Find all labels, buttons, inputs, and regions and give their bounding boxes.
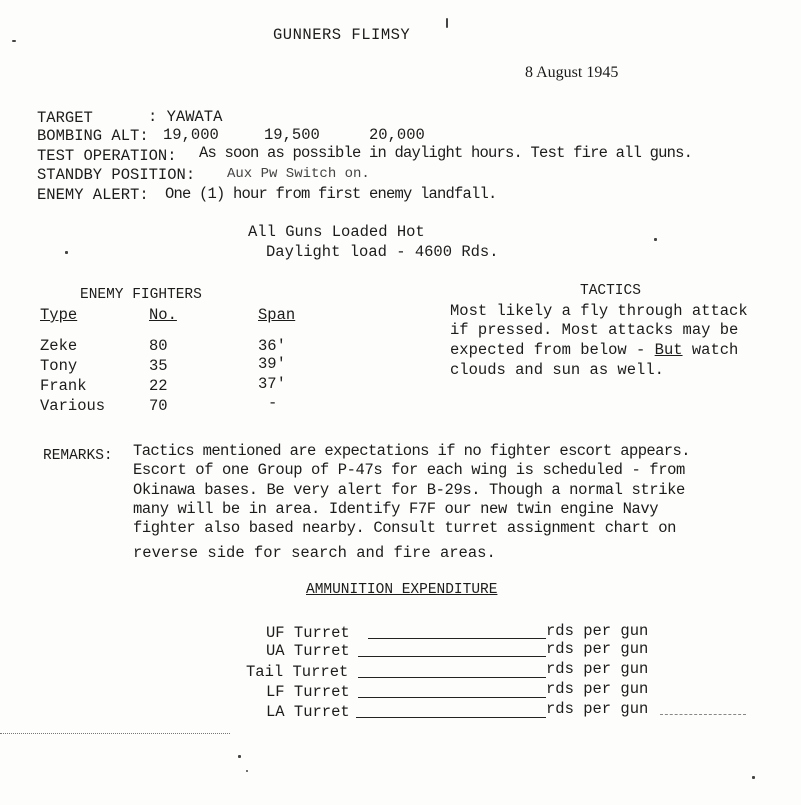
target-value: : YAWATA (148, 108, 223, 126)
tactics-line-1: Most likely a fly through attack (450, 302, 748, 320)
fighter-no-tony: 35 (149, 357, 168, 375)
ammunition-heading: AMMUNITION EXPENDITURE (306, 582, 498, 598)
guns-loaded-line: All Guns Loaded Hot (248, 223, 425, 241)
scan-streak (0, 733, 230, 734)
tactics-line-2: if pressed. Most attacks may be (450, 321, 739, 339)
remarks-line-4: many will be in area. Identify F7F our new twin engine Navy (133, 500, 659, 518)
turret-blank-uf[interactable] (368, 638, 546, 639)
tactics-but-underlined: But (654, 341, 683, 359)
document-date: 8 August 1945 (525, 64, 619, 81)
fighters-col-type: Type (40, 306, 78, 324)
fighter-no-various: 70 (149, 397, 168, 415)
tactics-heading: TACTICS (580, 283, 641, 299)
enemy-alert-label: ENEMY ALERT: (37, 186, 149, 204)
remarks-line-5: fighter also based nearby. Consult turret assignment chart on (133, 519, 676, 537)
remarks-line-1: Tactics mentioned are expectations if no fighter escort appears. (133, 442, 690, 460)
fighter-type-various: Various (40, 397, 106, 415)
scan-speck (752, 776, 755, 779)
turret-label-la: LA Turret (266, 703, 350, 721)
scan-speck (246, 770, 248, 772)
scan-streak (660, 714, 746, 715)
turret-label-tail: Tail Turret (246, 663, 349, 681)
enemy-fighters-heading: ENEMY FIGHTERS (80, 287, 202, 303)
bombing-alt-1: 19,000 (163, 126, 219, 144)
remarks-label: REMARKS: (43, 448, 113, 464)
turret-blank-tail[interactable] (358, 677, 546, 678)
test-operation-text: As soon as possible in daylight hours. Test fire all guns. (199, 144, 693, 162)
enemy-alert-text: One (1) hour from first enemy landfall. (165, 185, 497, 203)
turret-suffix-ua: rds per gun (546, 640, 649, 658)
turret-suffix-uf: rds per gun (546, 622, 649, 640)
fighters-col-no: No. (149, 306, 177, 324)
standby-position-text: Aux Pw Switch on. (227, 166, 370, 182)
turret-label-uf: UF Turret (266, 624, 350, 642)
tactics-line-4: clouds and sun as well. (450, 361, 664, 379)
tactics-line-3a: expected from below - (450, 341, 655, 359)
fighter-type-zeke: Zeke (40, 337, 78, 355)
turret-blank-ua[interactable] (358, 656, 546, 657)
scan-speck (238, 755, 241, 758)
turret-blank-lf[interactable] (358, 697, 546, 698)
remarks-line-6: reverse side for search and fire areas. (133, 544, 496, 562)
daylight-load-line: Daylight load - 4600 Rds. (266, 243, 499, 261)
bombing-alt-3: 20,000 (369, 126, 425, 144)
scan-speck (654, 238, 657, 241)
scan-speck (65, 251, 68, 254)
bombing-alt-2: 19,500 (264, 126, 320, 144)
turret-suffix-tail: rds per gun (546, 660, 649, 678)
scan-speck (446, 18, 448, 28)
turret-blank-la[interactable] (356, 717, 546, 718)
fighter-span-various: - (268, 394, 278, 412)
bombing-alt-label: BOMBING ALT: (37, 127, 149, 145)
fighter-type-frank: Frank (40, 377, 87, 395)
target-label: TARGET (37, 109, 93, 127)
standby-position-label: STANDBY POSITION: (37, 166, 196, 184)
scan-speck (12, 40, 16, 42)
fighter-no-frank: 22 (149, 377, 168, 395)
remarks-line-3: Okinawa bases. Be very alert for B-29s. Though a normal strike (133, 481, 685, 499)
fighter-span-zeke: 36' (258, 337, 286, 355)
tactics-line-3c: watch (682, 341, 739, 359)
test-operation-label: TEST OPERATION: (37, 147, 177, 165)
fighter-type-tony: Tony (40, 357, 78, 375)
turret-label-lf: LF Turret (266, 683, 350, 701)
fighters-col-span: Span (258, 306, 296, 324)
fighter-no-zeke: 80 (149, 337, 168, 355)
document-title: GUNNERS FLIMSY (273, 26, 411, 44)
fighter-span-frank: 37' (258, 375, 286, 393)
turret-suffix-la: rds per gun (546, 700, 649, 718)
fighter-span-tony: 39' (258, 355, 286, 373)
remarks-line-2: Escort of one Group of P-47s for each wing is scheduled - from (133, 461, 685, 479)
turret-label-ua: UA Turret (266, 642, 350, 660)
turret-suffix-lf: rds per gun (546, 680, 649, 698)
tactics-line-3 (450, 341, 738, 359)
